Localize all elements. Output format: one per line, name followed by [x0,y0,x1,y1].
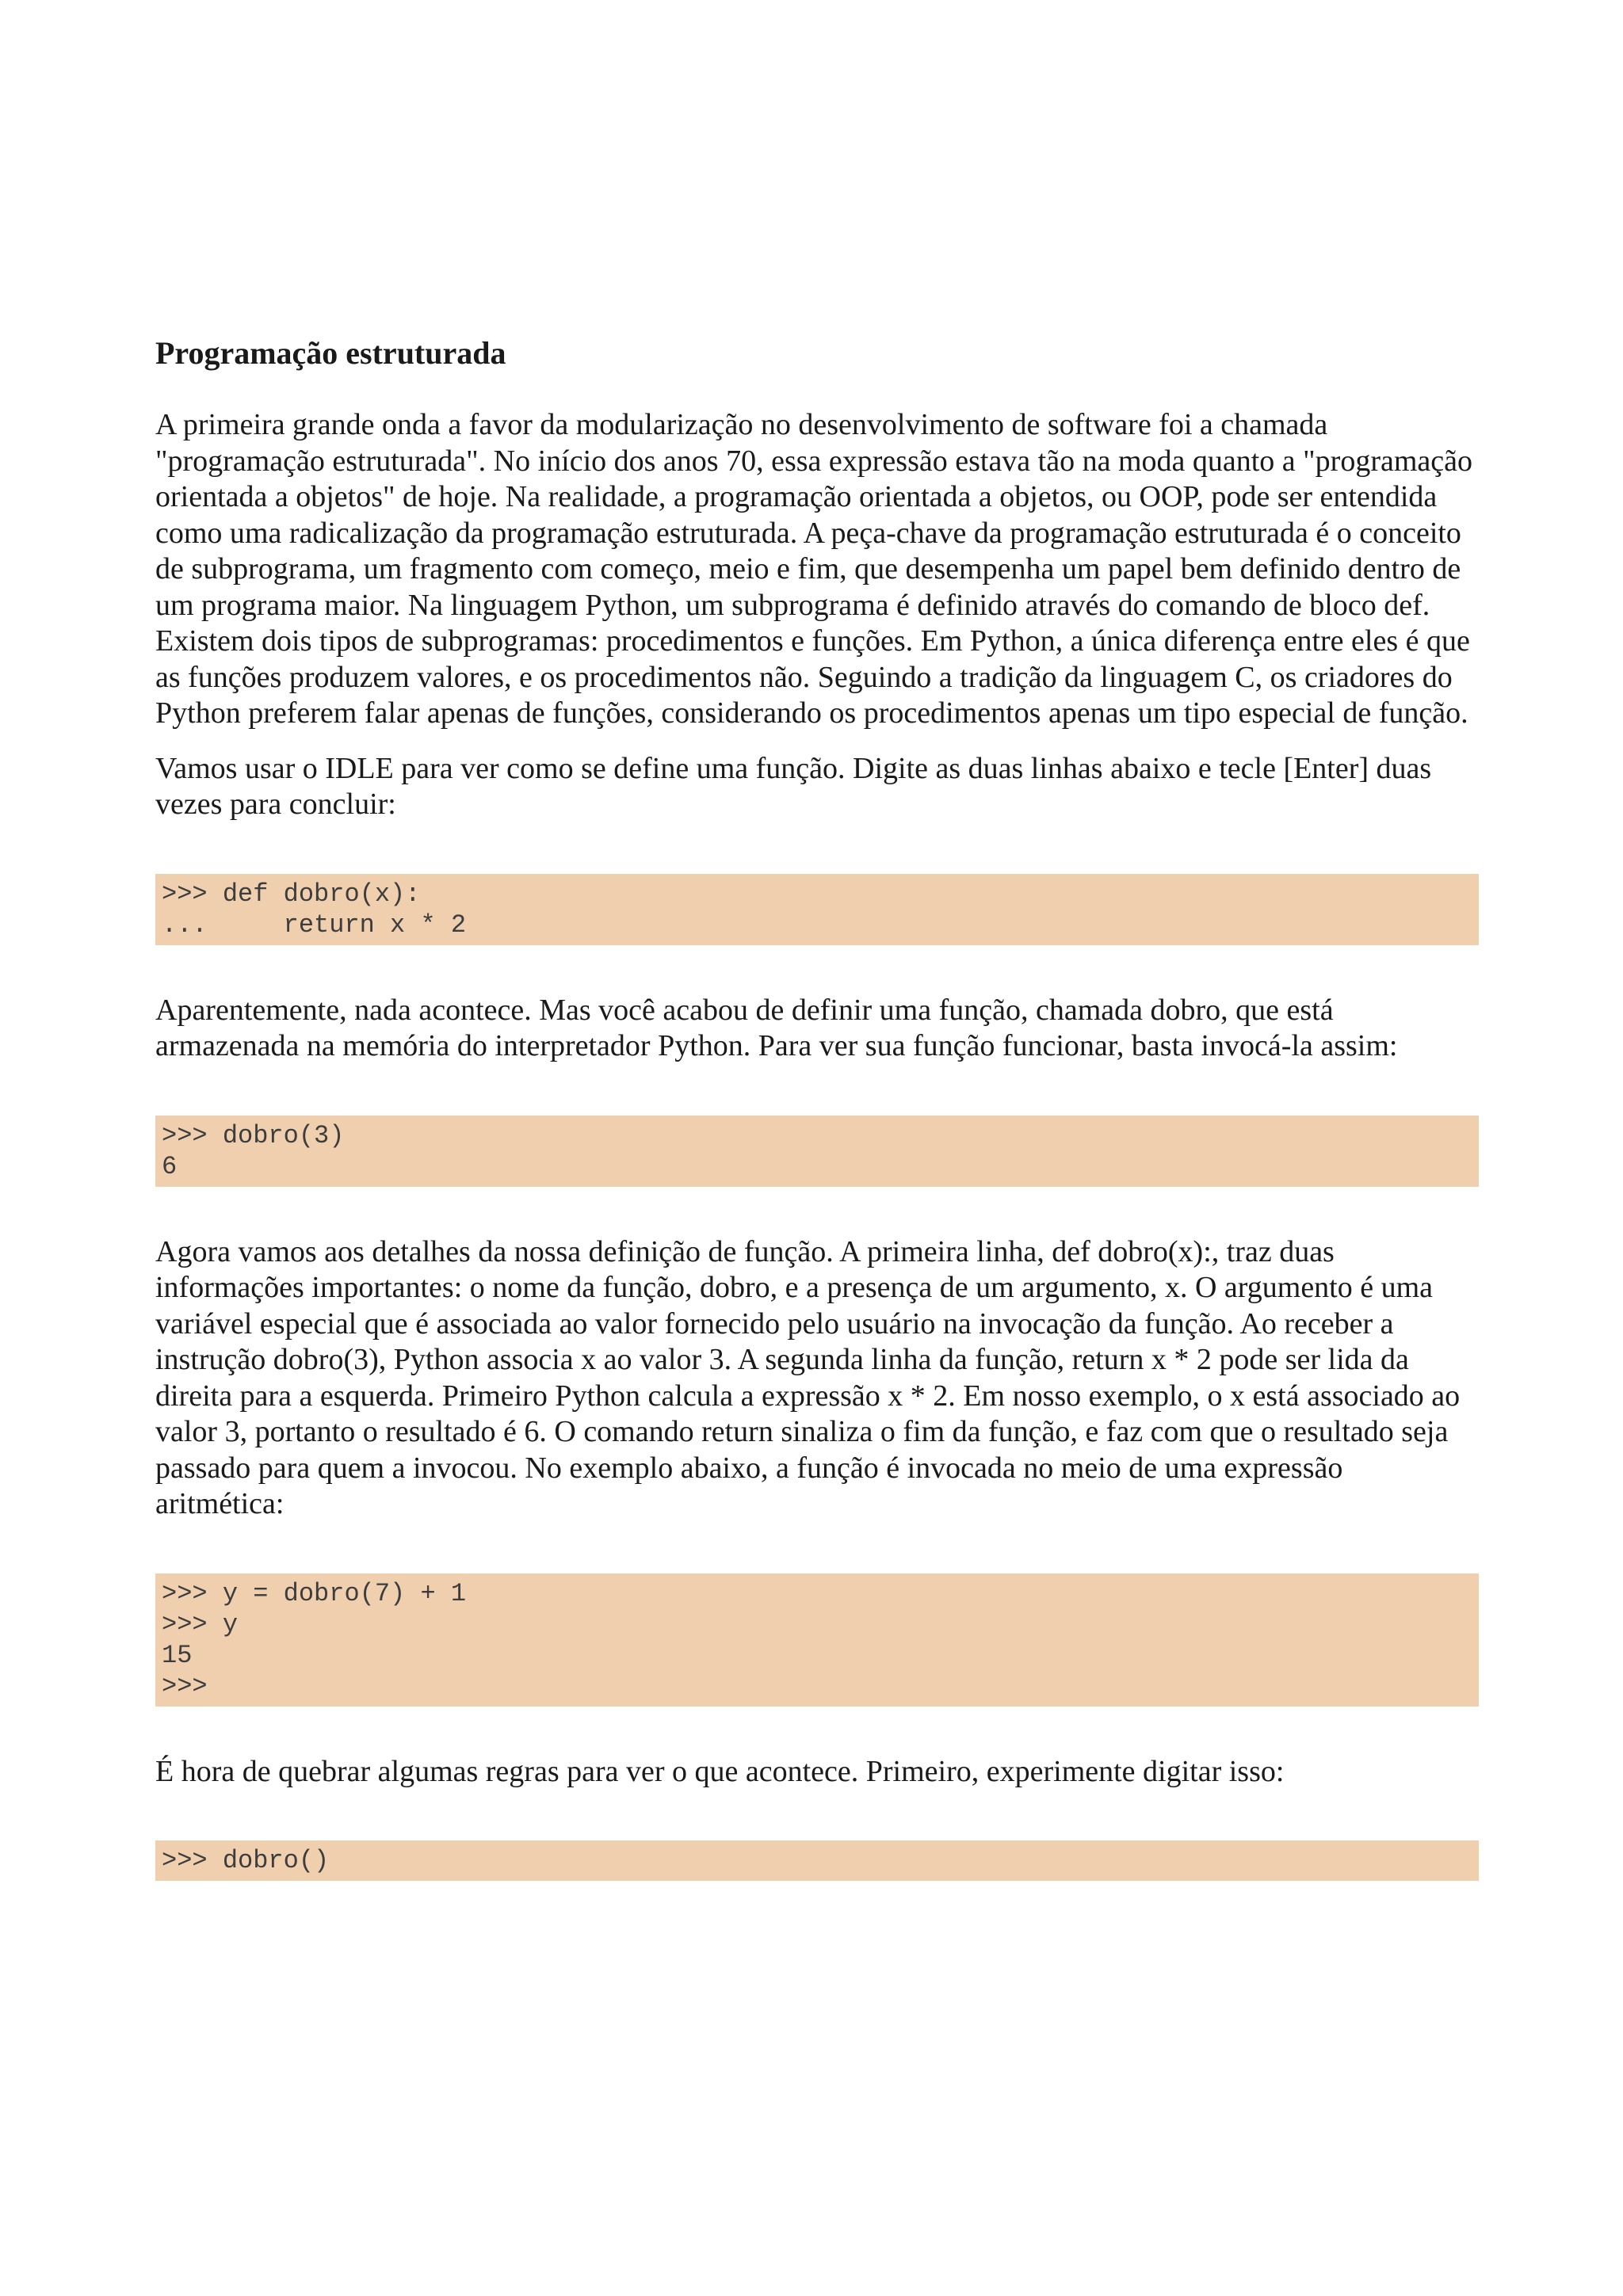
code-block-expression: >>> y = dobro(7) + 1 >>> y 15 >>> [155,1573,1479,1707]
document-title: Programação estruturada [155,335,506,371]
paragraph-intro: A primeira grande onda a favor da modularização no desenvolvimento de software foi a chamada "programação estruturada". No início dos anos 70, essa expressão estava tão na moda quanto a "programação orientada a objetos" de hoje. Na realidade, a programação orientada a objetos, ou OOP, pode ser entendida como uma radicalização da programação estruturada. A peça-chave da programação estruturada é o conceito de subprograma, um fragmento com começo, meio e fim, que desempenha um papel bem definido dentro de um programa maior. Na linguagem Python, um subprograma é definido através do comando de bloco def. Existem dois tipos de subprogramas: procedimentos e funções. Em Python, a única diferença entre eles é que as funções produzem valores, e os procedimentos não. Seguindo a tradição da linguagem C, os criadores do Python preferem falar apenas de funções, considerando os procedimentos apenas um tipo especial de função. [155,408,1473,730]
code-block-call: >>> dobro(3) 6 [155,1116,1479,1187]
code-block-no-arg: >>> dobro() [155,1840,1479,1881]
paragraph-details: Agora vamos aos detalhes da nossa definição de função. A primeira linha, def dobro(x):, traz duas informações importantes: o nome da função, dobro, e a presença de um argumento, x. O argumento é uma variável especial que é associada ao valor fornecido pelo usuário na invocação da função. Ao receber a instrução dobro(3), Python associa x ao valor 3. A segunda linha da função, return x * 2 pode ser lida da direita para a esquerda. Primeiro Python calcula a expressão x * 2. Em nosso exemplo, o x está associado ao valor 3, portanto o resultado é 6. O comando return sinaliza o fim da função, e faz com que o resultado seja passado para quem a invocou. No exemplo abaixo, a função é invocada no meio de uma expressão aritmética: [155,1234,1461,1520]
code-block-def: >>> def dobro(x): ... return x * 2 [155,874,1479,945]
paragraph-break-rules: É hora de quebrar algumas regras para ver o que acontece. Primeiro, experimente digitar isso: [155,1754,1285,1788]
paragraph-idle-instructions: Vamos usar o IDLE para ver como se define uma função. Digite as duas linhas abaixo e tecle [Enter] duas vezes para concluir: [155,751,1432,821]
paragraph-invoke: Aparentemente, nada acontece. Mas você acabou de definir uma função, chamada dobro, que está armazenada na memória do interpretador Python. Para ver sua função funcionar, basta invocá-la assim: [155,993,1398,1062]
document-page [155,331,1479,1881]
